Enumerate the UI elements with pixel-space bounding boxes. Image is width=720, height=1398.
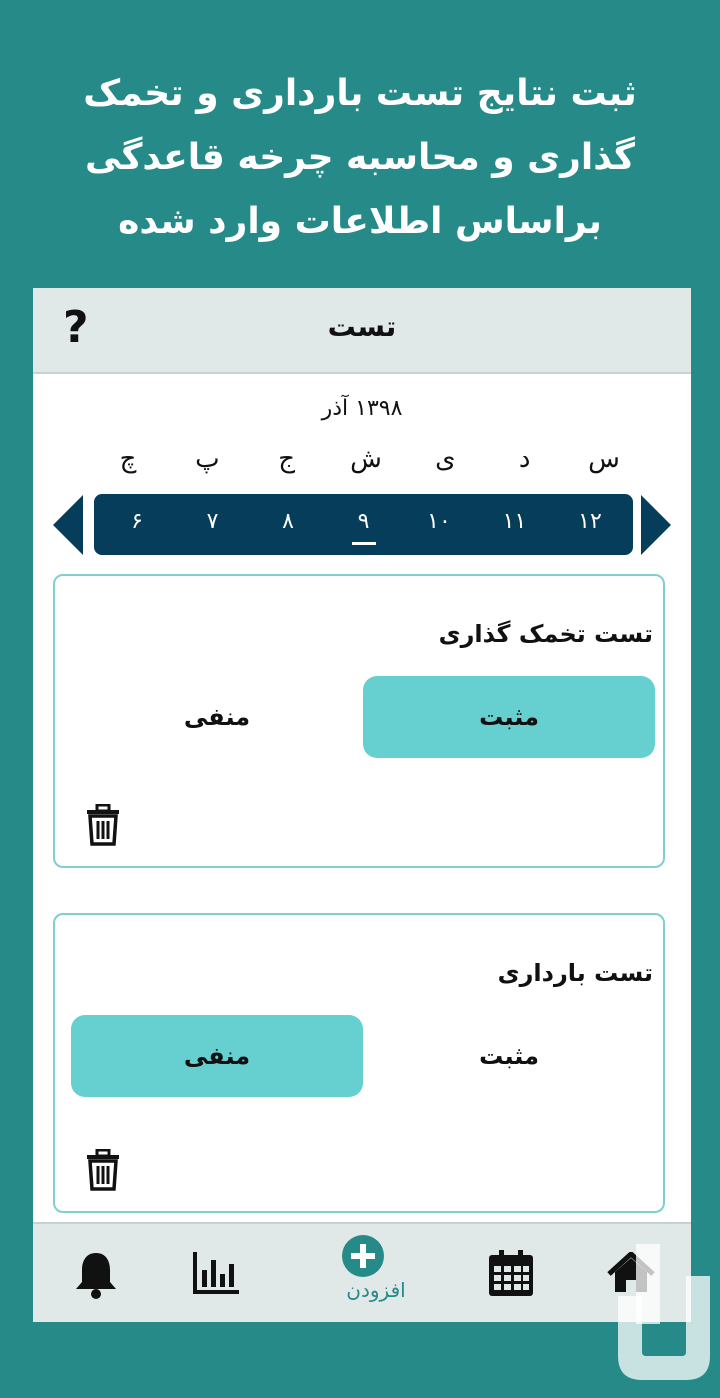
weekday-label: پ [195, 444, 220, 474]
weekday-label: د [518, 444, 531, 474]
next-week-arrow-icon[interactable] [641, 495, 671, 555]
card-title: تست بارداری [497, 959, 653, 987]
positive-option[interactable]: مثبت [479, 1042, 539, 1070]
headline-line-1: ثبت نتایج تست بارداری و تخمک [83, 73, 637, 114]
weekday-label: ش [350, 444, 382, 474]
day-cell[interactable]: ۶ [131, 509, 143, 534]
month-label: ۱۳۹۸ آذر [321, 396, 403, 421]
day-cell[interactable]: ۱۰ [427, 509, 451, 534]
add-nav-item[interactable] [341, 1224, 406, 1322]
headline-line-3: براساس اطلاعات وارد شده [118, 201, 602, 242]
date-strip [94, 494, 633, 555]
negative-option[interactable]: منفی [71, 1015, 363, 1097]
add-circle-icon [341, 1234, 385, 1278]
day-cell[interactable]: ۱۲ [578, 509, 602, 534]
headline [40, 62, 680, 254]
day-cell[interactable]: ۷ [206, 509, 219, 534]
ovulation-test-card [53, 574, 665, 868]
calendar-icon[interactable] [489, 1250, 533, 1296]
weekday-row [93, 444, 639, 480]
weekday-label: ی [435, 444, 456, 474]
weekday-label: چ [119, 444, 137, 474]
add-label: افزودن [346, 1278, 406, 1302]
day-cell[interactable]: ۱۱ [502, 509, 527, 534]
app-screen [33, 288, 691, 1322]
trash-icon[interactable] [85, 1149, 121, 1191]
watermark-logo [616, 1236, 712, 1386]
negative-option[interactable]: منفی [183, 703, 251, 731]
bell-icon[interactable] [73, 1250, 119, 1300]
day-cell[interactable]: ۸ [282, 509, 294, 534]
positive-option[interactable]: مثبت [363, 676, 655, 758]
weekday-label: ج [278, 444, 296, 474]
card-title: تست تخمک گذاری [438, 620, 653, 648]
bottom-navigation [33, 1222, 691, 1322]
weekday-label: س [588, 444, 620, 474]
page-title: تست [327, 310, 397, 343]
help-icon[interactable]: ? [63, 302, 89, 353]
trash-icon[interactable] [85, 804, 121, 846]
chart-icon[interactable] [193, 1252, 239, 1294]
day-cell-selected[interactable]: ۹ [329, 494, 399, 555]
pregnancy-test-card [53, 913, 665, 1213]
previous-week-arrow-icon[interactable] [53, 495, 83, 555]
top-app-bar [33, 288, 691, 374]
headline-line-2: گذاری و محاسبه چرخه قاعدگی [85, 137, 635, 178]
